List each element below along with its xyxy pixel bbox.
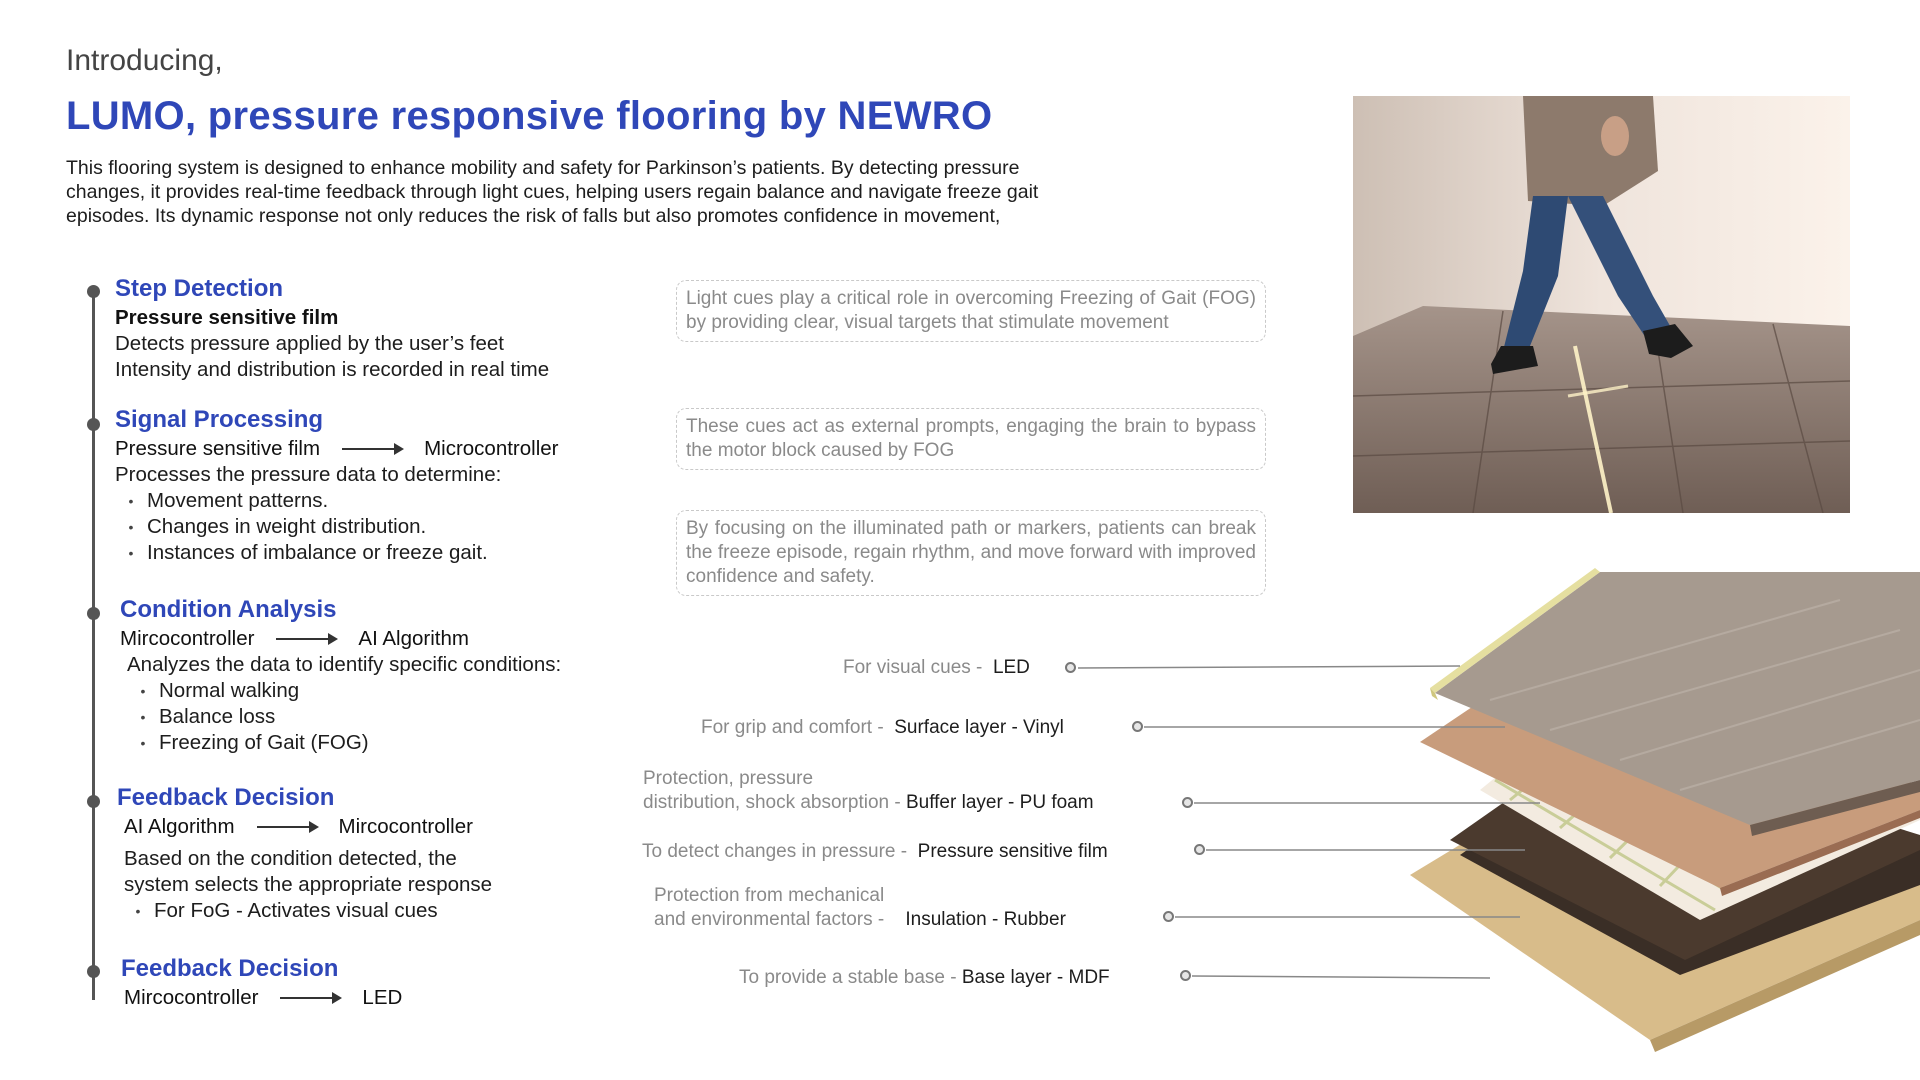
- layer-label-vinyl: For grip and comfort - Surface layer - Vinyl: [701, 717, 1064, 738]
- layer-label-pu-foam: Protection, pressure distribution, shock absorption - Buffer layer - PU foam: [643, 768, 1094, 813]
- bullet-item: • Movement patterns.: [128, 489, 329, 512]
- flow-to: AI Algorithm: [358, 627, 469, 650]
- layer-label-rubber: Protection from mechanical and environmental factors - Insulation - Rubber: [654, 885, 1066, 930]
- pin-icon: [1180, 970, 1191, 981]
- pin-icon: [1194, 844, 1205, 855]
- bullet-item: • For FoG - Activates visual cues: [135, 899, 438, 922]
- bullet-item: • Normal walking: [140, 679, 300, 702]
- step-line: Based on the condition detected, the: [124, 847, 457, 870]
- step-line: Processes the pressure data to determine:: [115, 463, 502, 486]
- step-line: system selects the appropriate response: [124, 873, 493, 896]
- step-heading: Step Detection: [115, 275, 284, 302]
- info-box-light-cues: Light cues play a critical role in overcoming Freezing of Gait (FOG) by providing clear, visual targets that stimulate movement: [676, 280, 1266, 342]
- info-box-illuminated-path: By focusing on the illuminated path or markers, patients can break the freeze episode, regain rhythm, and move forward with improved confidence and safety.: [676, 510, 1266, 596]
- pin-icon: [1132, 721, 1143, 732]
- description: This flooring system is designed to enhance mobility and safety for Parkinson’s patients. By detecting pressure changes, it provides real-time feedback through light cues, helping users regain balance and navigate freeze gait episodes. Its dynamic response not only reduces the risk of falls but also promotes confidence in movement,: [66, 157, 1039, 227]
- flow-from: AI Algorithm: [124, 815, 235, 838]
- flow-to: LED: [362, 986, 403, 1009]
- flow-from: Pressure sensitive film: [115, 437, 321, 460]
- pin-icon: [1182, 797, 1193, 808]
- layer-label-mdf: To provide a stable base - Base layer - MDF: [739, 967, 1110, 988]
- info-box-external-prompts: These cues act as external prompts, engaging the brain to bypass the motor block caused by FOG: [676, 408, 1266, 470]
- step-heading: Signal Processing: [115, 406, 324, 433]
- flow-to: Mircocontroller: [338, 815, 473, 838]
- pin-icon: [1163, 911, 1174, 922]
- flow-to: Microcontroller: [424, 437, 559, 460]
- bullet-item: • Changes in weight distribution.: [128, 515, 427, 538]
- layer-label-led: For visual cues - LED: [843, 657, 1030, 678]
- bullet-item: • Instances of imbalance or freeze gait.: [128, 541, 488, 564]
- intro-text: Introducing,: [66, 44, 223, 77]
- step-heading: Feedback Decision: [121, 955, 339, 982]
- flow-from: Mircocontroller: [124, 986, 259, 1009]
- step-component: Pressure sensitive film: [115, 306, 339, 329]
- pin-icon: [1065, 662, 1076, 673]
- step-heading: Condition Analysis: [120, 596, 337, 623]
- step-heading: Feedback Decision: [117, 784, 335, 811]
- bullet-item: • Balance loss: [140, 705, 276, 728]
- bullet-item: • Freezing of Gait (FOG): [140, 731, 369, 754]
- step-line: Intensity and distribution is recorded in real time: [115, 358, 550, 381]
- flow-from: Mircocontroller: [120, 627, 255, 650]
- step-line: Detects pressure applied by the user’s feet: [115, 332, 504, 355]
- layer-label-pressure-film: To detect changes in pressure - Pressure sensitive film: [642, 841, 1108, 862]
- page-title: LUMO, pressure responsive flooring by NEWRO: [66, 94, 993, 138]
- step-line: Analyzes the data to identify specific conditions:: [127, 653, 562, 676]
